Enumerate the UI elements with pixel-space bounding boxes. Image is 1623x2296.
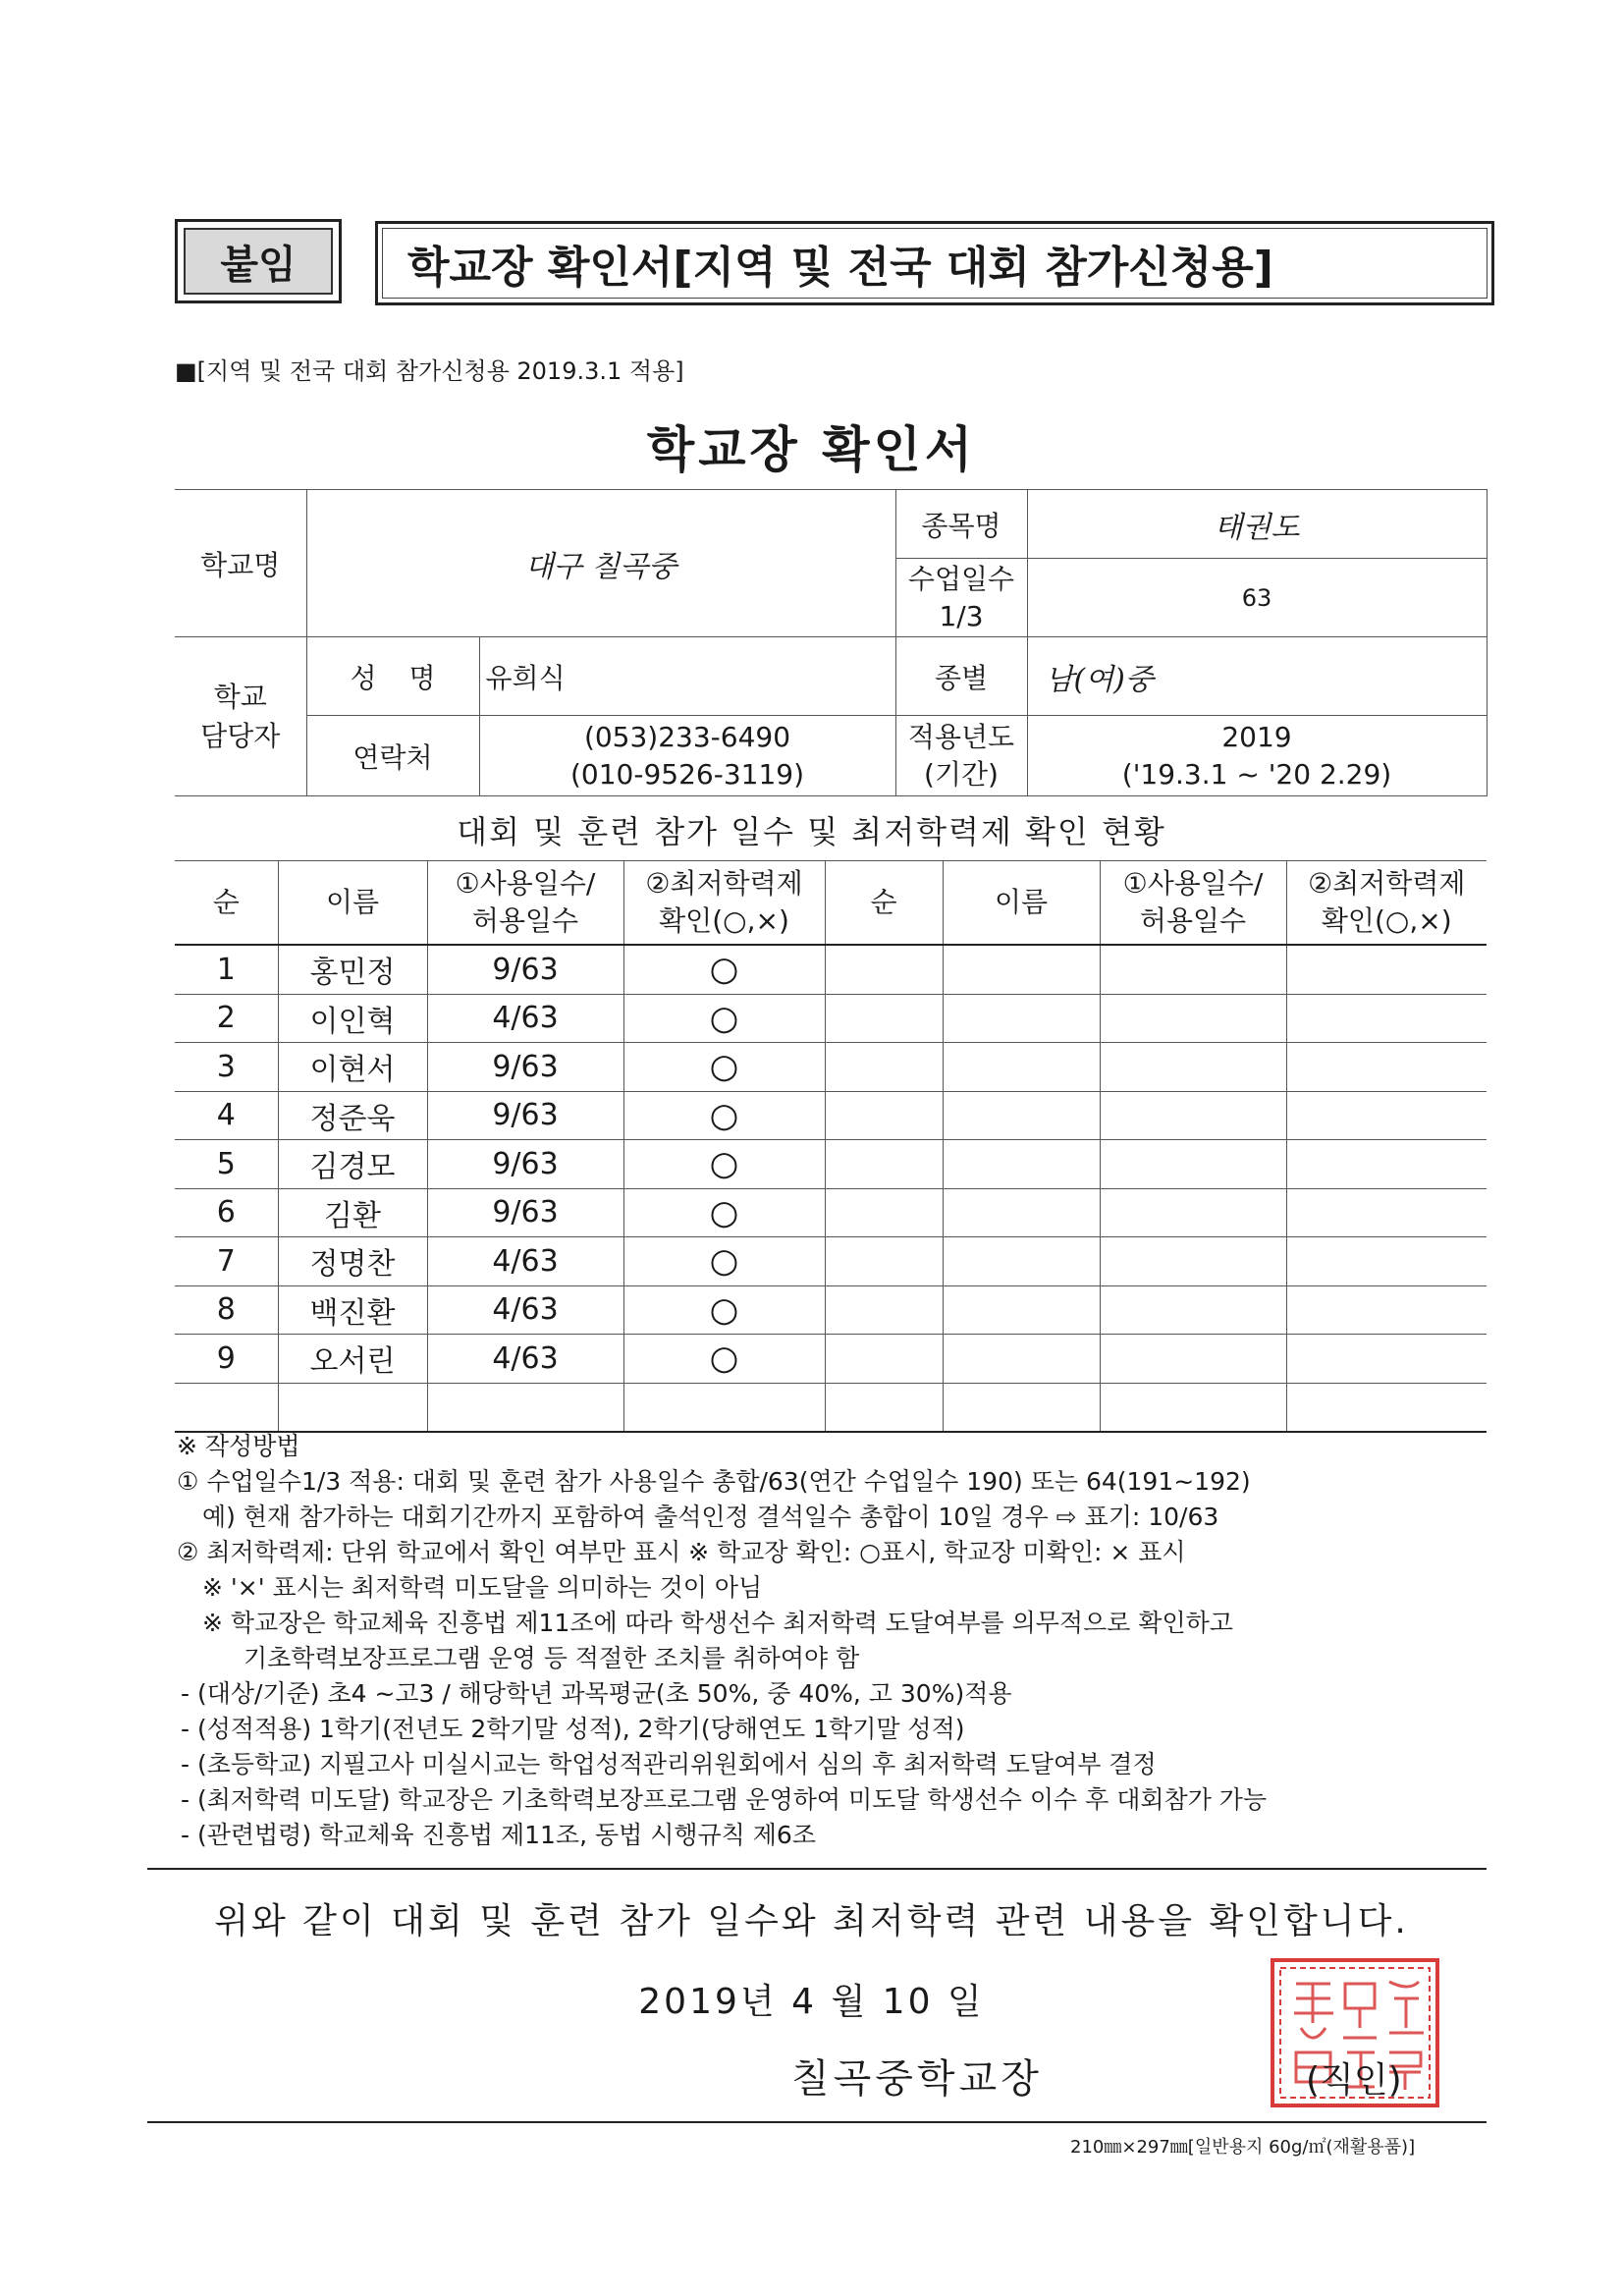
note-line: ※ '×' 표시는 최저학력 미도달을 의미하는 것이 아님 <box>202 1573 763 1602</box>
form-note: ■[지역 및 전국 대회 참가신청용 2019.3.1 적용] <box>175 357 684 385</box>
col-check-2-line1: ②최저학력제 <box>1308 867 1466 900</box>
name-label: 성 명 <box>306 637 479 716</box>
contact-label-line2: 담당자 <box>200 719 281 752</box>
student-name <box>278 1383 427 1432</box>
student-check: ○ <box>623 1335 825 1384</box>
student-empty-cell <box>943 1043 1100 1092</box>
sport-label: 종목명 <box>895 490 1027 559</box>
student-empty-cell <box>1286 1335 1487 1384</box>
table-row <box>175 1335 1487 1384</box>
student-empty-cell <box>943 1237 1100 1286</box>
student-empty-cell <box>1286 994 1487 1043</box>
col-days-line2: 허용일수 <box>471 904 579 937</box>
student-days: 9/63 <box>427 1140 623 1189</box>
attachment-tag: 붙임 <box>184 228 333 295</box>
phone-value <box>479 716 895 796</box>
attachment-tag-box <box>175 219 342 303</box>
year-value <box>1027 716 1487 796</box>
student-empty-cell <box>1286 1188 1487 1237</box>
student-check <box>623 1383 825 1432</box>
year-label <box>895 716 1027 796</box>
student-empty-cell <box>1100 1335 1286 1384</box>
phone-label: 연락처 <box>306 716 479 796</box>
notes-divider <box>147 1868 1487 1870</box>
student-empty-cell <box>825 1188 943 1237</box>
bottom-divider <box>147 2121 1487 2123</box>
days-value: 63 <box>1027 559 1487 637</box>
student-days: 9/63 <box>427 1043 623 1092</box>
student-name: 백진환 <box>278 1285 427 1335</box>
student-days: 4/63 <box>427 1285 623 1335</box>
school-label: 학교명 <box>175 490 306 637</box>
student-name: 이인혁 <box>278 994 427 1043</box>
student-empty-cell <box>1100 1285 1286 1335</box>
col-check-2-line2: 확인(○,×) <box>1321 904 1452 937</box>
student-empty-cell <box>1100 1043 1286 1092</box>
student-empty-cell <box>1100 1140 1286 1189</box>
note-line: 예) 현재 참가하는 대회기간까지 포함하여 출석인정 결석일수 총합이 10일 경우 ⇨ 표기: 10/63 <box>202 1503 1219 1531</box>
note-line: - (성적적용) 1학기(전년도 2학기말 성적), 2학기(당해연도 1학기말 성적) <box>181 1715 965 1743</box>
student-no: 8 <box>175 1285 278 1335</box>
days-label-line1: 수업일수 <box>907 562 1015 595</box>
note-line: ② 최저학력제: 단위 학교에서 확인 여부만 표시 ※ 학교장 확인: ○표시, 학교장 미확인: × 표시 <box>177 1538 1186 1566</box>
note-line: - (최저학력 미도달) 학교장은 기초학력보장프로그램 운영하여 미도달 학생선수 이수 후 대회참가 가능 <box>181 1785 1268 1814</box>
days-label-line2: 1/3 <box>939 599 984 632</box>
student-name: 김환 <box>278 1188 427 1237</box>
student-empty-cell <box>1286 1237 1487 1286</box>
paper-specification: 210㎜×297㎜[일반용지 60g/㎡(재활용품)] <box>1070 2137 1416 2158</box>
col-days-2-line2: 허용일수 <box>1139 904 1247 937</box>
student-empty-cell <box>825 1091 943 1140</box>
student-empty-cell <box>825 1043 943 1092</box>
student-empty-cell <box>1286 1140 1487 1189</box>
col-name-2: 이름 <box>943 861 1100 946</box>
student-empty-cell <box>943 1285 1100 1335</box>
student-check: ○ <box>623 1043 825 1092</box>
student-empty-cell <box>825 1383 943 1432</box>
student-no: 5 <box>175 1140 278 1189</box>
student-empty-cell <box>1100 1188 1286 1237</box>
student-check: ○ <box>623 945 825 994</box>
col-days-2-line1: ①사용일수/ <box>1122 867 1264 900</box>
seal-label: (직인) <box>1306 2060 1402 2101</box>
col-name: 이름 <box>278 861 427 946</box>
student-check: ○ <box>623 1091 825 1140</box>
table-row <box>175 994 1487 1043</box>
note-line: ※ 작성방법 <box>177 1432 300 1460</box>
student-empty-cell <box>1100 1091 1286 1140</box>
note-line: - (대상/기준) 초4 ~고3 / 해당학년 과목평균(초 50%, 중 40%, 고 30%)적용 <box>181 1679 1012 1708</box>
col-check-line2: 확인(○,×) <box>659 904 789 937</box>
principal-title: 칠곡중학교장 <box>791 2056 1043 2102</box>
phone-office: (053)233-6490 <box>583 720 791 753</box>
student-no: 3 <box>175 1043 278 1092</box>
col-no: 순 <box>175 861 278 946</box>
name-value: 유희식 <box>479 637 895 716</box>
student-empty-cell <box>943 1335 1100 1384</box>
student-empty-cell <box>943 1091 1100 1140</box>
student-empty-cell <box>825 994 943 1043</box>
student-empty-cell <box>825 1140 943 1189</box>
col-check-2 <box>1286 861 1487 946</box>
student-name: 정명찬 <box>278 1237 427 1286</box>
document-heading-box <box>375 221 1494 305</box>
table-row <box>175 1043 1487 1092</box>
student-empty-cell <box>1286 1383 1487 1432</box>
main-title: 학교장 확인서 <box>646 421 977 478</box>
student-days <box>427 1383 623 1432</box>
student-empty-cell <box>1100 994 1286 1043</box>
student-empty-cell <box>825 1285 943 1335</box>
student-days: 9/63 <box>427 1188 623 1237</box>
students-table <box>175 860 1487 1433</box>
student-no <box>175 1383 278 1432</box>
student-no: 6 <box>175 1188 278 1237</box>
student-empty-cell <box>1100 945 1286 994</box>
student-empty-cell <box>1100 1383 1286 1432</box>
student-empty-cell <box>943 945 1100 994</box>
student-name: 이현서 <box>278 1043 427 1092</box>
table-row <box>175 945 1487 994</box>
student-empty-cell <box>1100 1237 1286 1286</box>
student-no: 9 <box>175 1335 278 1384</box>
table-row <box>175 1285 1487 1335</box>
table-row <box>175 1237 1487 1286</box>
school-info-table <box>175 489 1488 796</box>
sport-value: 태권도 <box>1027 490 1487 559</box>
student-no: 1 <box>175 945 278 994</box>
kind-value: 남(여)중 <box>1027 637 1487 716</box>
student-no: 7 <box>175 1237 278 1286</box>
confirmation-statement: 위와 같이 대회 및 훈련 참가 일수와 최저학력 관련 내용을 확인합니다. <box>214 1901 1409 1941</box>
col-days-2 <box>1100 861 1286 946</box>
student-days: 4/63 <box>427 994 623 1043</box>
student-empty-cell <box>943 994 1100 1043</box>
year-period: ('19.3.1 ~ '20 2.29) <box>1121 757 1392 791</box>
school-value: 대구 칠곡중 <box>306 490 895 637</box>
kind-label: 종별 <box>895 637 1027 716</box>
col-days-line1: ①사용일수/ <box>455 867 596 900</box>
issue-date: 2019년 4 월 10 일 <box>638 1982 985 2022</box>
col-check <box>623 861 825 946</box>
table-row <box>175 1383 1487 1432</box>
student-empty-cell <box>943 1383 1100 1432</box>
contact-label-line1: 학교 <box>213 680 267 713</box>
document-heading: 학교장 확인서[지역 및 전국 대회 참가신청용] <box>407 243 1273 293</box>
student-empty-cell <box>1286 945 1487 994</box>
year-label-line2: (기간) <box>924 757 999 791</box>
note-line: ※ 학교장은 학교체육 진흥법 제11조에 따라 학생선수 최저학력 도달여부를 의무적으로 확인하고 <box>202 1609 1233 1637</box>
table-row <box>175 1091 1487 1140</box>
student-days: 9/63 <box>427 1091 623 1140</box>
phone-mobile: (010-9526-3119) <box>569 757 804 791</box>
student-empty-cell <box>1286 1091 1487 1140</box>
note-line: - (초등학교) 지필고사 미실시교는 학업성적관리위원회에서 심의 후 최저학력 도달여부 결정 <box>181 1750 1157 1778</box>
col-no-2: 순 <box>825 861 943 946</box>
student-name: 홍민정 <box>278 945 427 994</box>
student-no: 2 <box>175 994 278 1043</box>
student-check: ○ <box>623 1285 825 1335</box>
student-check: ○ <box>623 1140 825 1189</box>
col-days <box>427 861 623 946</box>
student-empty-cell <box>943 1188 1100 1237</box>
student-name: 정준욱 <box>278 1091 427 1140</box>
student-no: 4 <box>175 1091 278 1140</box>
student-days: 4/63 <box>427 1335 623 1384</box>
note-line: ① 수업일수1/3 적용: 대회 및 훈련 참가 사용일수 총합/63(연간 수업일수 190) 또는 64(191~192) <box>177 1467 1251 1496</box>
instructions <box>177 1429 1492 1853</box>
days-label <box>895 559 1027 637</box>
note-line: - (관련법령) 학교체육 진흥법 제11조, 동법 시행규칙 제6조 <box>181 1821 816 1849</box>
student-empty-cell <box>825 1237 943 1286</box>
table-row <box>175 1188 1487 1237</box>
student-check: ○ <box>623 994 825 1043</box>
contact-label <box>175 637 306 796</box>
note-line: 기초학력보장프로그램 운영 등 적절한 조치를 취하여야 함 <box>243 1644 860 1672</box>
table-row <box>175 1140 1487 1189</box>
student-empty-cell <box>943 1140 1100 1189</box>
student-check: ○ <box>623 1188 825 1237</box>
student-empty-cell <box>1286 1043 1487 1092</box>
student-days: 4/63 <box>427 1237 623 1286</box>
student-days: 9/63 <box>427 945 623 994</box>
year-label-line1: 적용년도 <box>907 720 1015 753</box>
student-empty-cell <box>825 1335 943 1384</box>
section-title: 대회 및 훈련 참가 일수 및 최저학력제 확인 현황 <box>457 813 1166 850</box>
col-check-line1: ②최저학력제 <box>645 867 803 900</box>
student-name: 오서린 <box>278 1335 427 1384</box>
student-check: ○ <box>623 1237 825 1286</box>
student-name: 김경모 <box>278 1140 427 1189</box>
student-rows <box>175 945 1487 1432</box>
student-empty-cell <box>825 945 943 994</box>
student-empty-cell <box>1286 1285 1487 1335</box>
year-number: 2019 <box>1221 720 1292 753</box>
